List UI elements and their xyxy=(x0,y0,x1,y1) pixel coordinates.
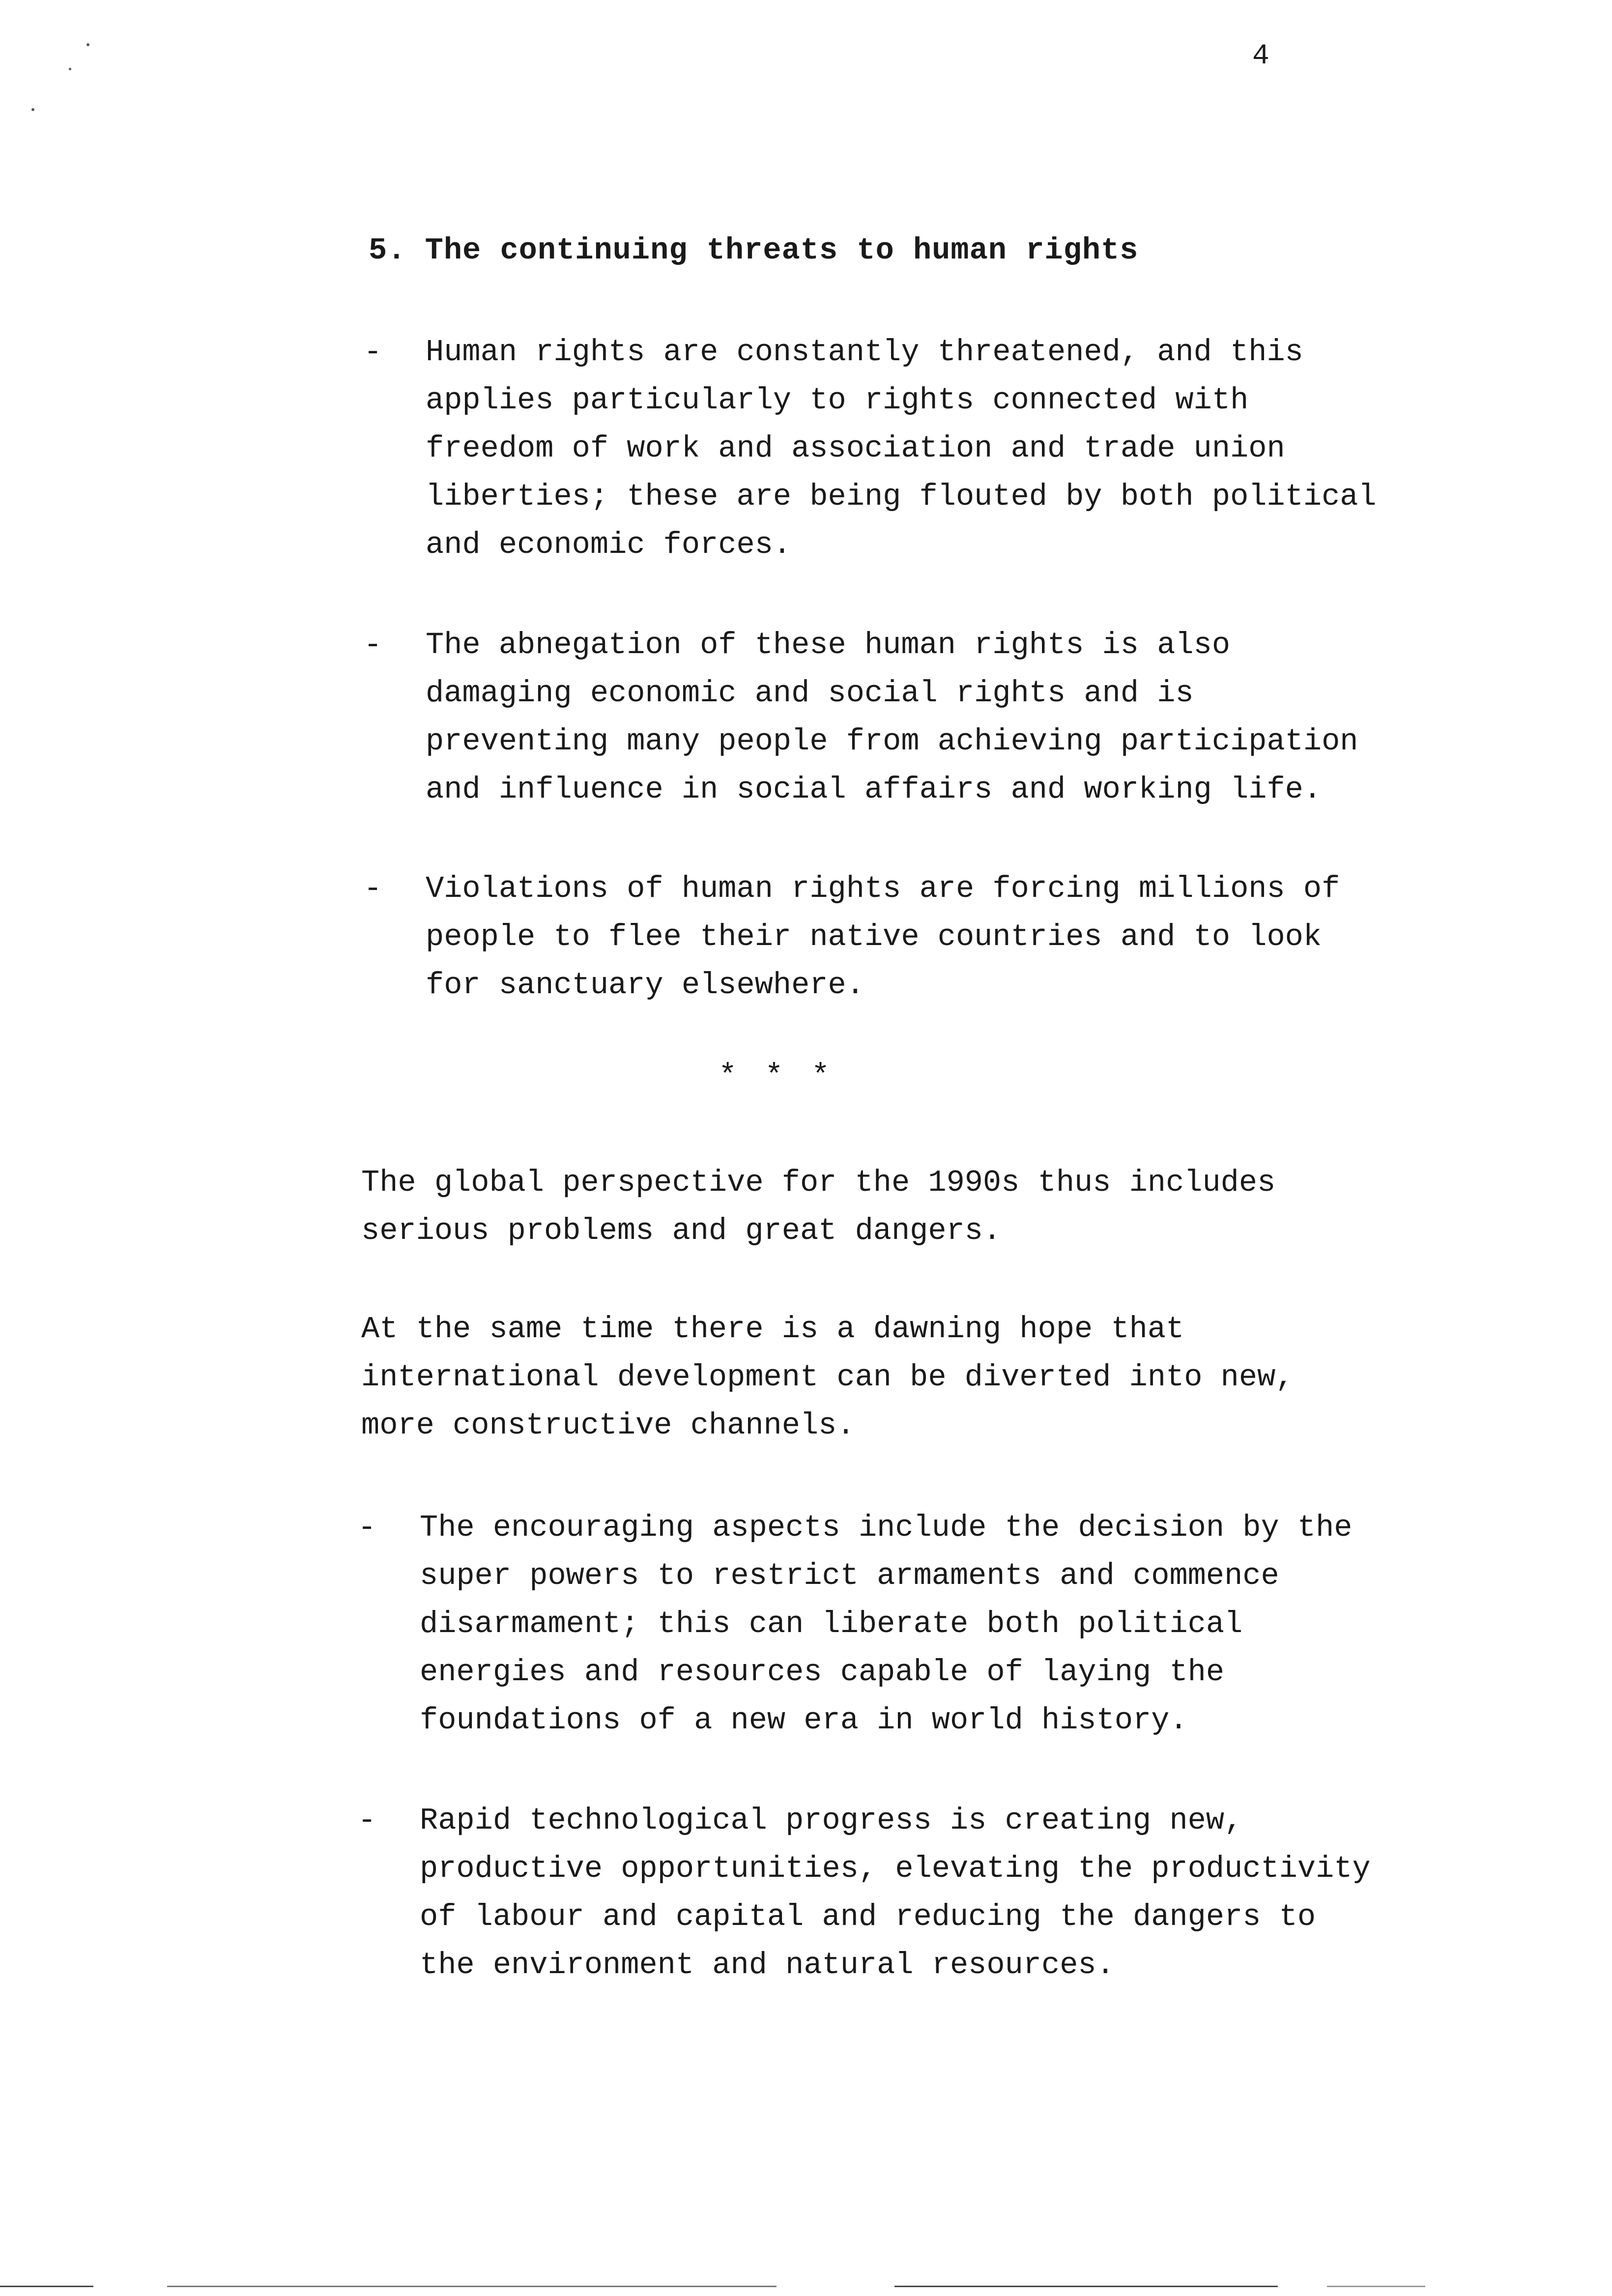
section-heading: 5. The continuing threats to human rights xyxy=(369,233,1139,268)
bullet-line: energies and resources capable of laying the xyxy=(420,1655,1225,1690)
scan-edge-line xyxy=(167,2286,777,2287)
bullet-item xyxy=(364,865,1484,1009)
bullet-line: super powers to restrict armaments and commence xyxy=(420,1558,1279,1593)
bullet-line: Rapid technological progress is creating new, xyxy=(420,1803,1243,1838)
bullet-item xyxy=(364,328,1484,569)
bullet-line: Violations of human rights are forcing millions of xyxy=(426,871,1340,906)
bullet-line: freedom of work and association and trade union xyxy=(426,431,1285,466)
paragraph xyxy=(361,1305,1492,1450)
bullet-line: The encouraging aspects include the decision by the xyxy=(420,1510,1353,1545)
paragraph-line: The global perspective for the 1990s thus includes xyxy=(361,1165,1276,1200)
section-separator: * * * xyxy=(719,1059,835,1093)
scan-edge-line xyxy=(894,2286,1278,2287)
bullet-item xyxy=(364,621,1484,814)
paragraph-line: At the same time there is a dawning hope that xyxy=(361,1312,1184,1347)
bullet-line: disarmament; this can liberate both political xyxy=(420,1607,1243,1641)
paragraph-line: international development can be diverted into new, xyxy=(361,1360,1294,1395)
scan-speck xyxy=(86,43,89,46)
bullet-line: people to flee their native countries and to look xyxy=(426,919,1322,954)
paragraph-line: serious problems and great dangers. xyxy=(361,1213,1002,1248)
scan-speck xyxy=(69,68,71,70)
bullet-dash: - xyxy=(358,1803,376,1838)
bullet-line: applies particularly to rights connected with xyxy=(426,383,1249,418)
bullet-line: and influence in social affairs and working life. xyxy=(426,772,1322,807)
bullet-line: Human rights are constantly threatened, and this xyxy=(426,335,1303,370)
bullet-line: preventing many people from achieving participation xyxy=(426,724,1358,759)
bullet-line: productive opportunities, elevating the productivity xyxy=(420,1851,1371,1886)
bullet-line: foundations of a new era in world history. xyxy=(420,1703,1188,1738)
bullet-line: The abnegation of these human rights is also xyxy=(426,628,1231,662)
bullet-dash: - xyxy=(358,1510,376,1545)
scan-edge-line xyxy=(1327,2286,1425,2287)
bullet-dash: - xyxy=(364,628,382,662)
bullet-line: for sanctuary elsewhere. xyxy=(426,968,864,1003)
bullet-line: the environment and natural resources. xyxy=(420,1948,1115,1982)
bullet-dash: - xyxy=(364,335,382,370)
bullet-item xyxy=(358,1504,1478,1745)
bullet-line: liberties; these are being flouted by both political xyxy=(426,479,1377,514)
page-number: 4 xyxy=(1252,40,1269,72)
bullet-line: damaging economic and social rights and is xyxy=(426,676,1194,711)
bullet-line: and economic forces. xyxy=(426,527,792,562)
paragraph xyxy=(361,1159,1492,1255)
paragraph-line: more constructive channels. xyxy=(361,1408,855,1443)
bullet-line: of labour and capital and reducing the dangers to xyxy=(420,1899,1316,1934)
bullet-dash: - xyxy=(364,871,382,906)
scan-speck xyxy=(31,108,34,111)
scan-edge-line xyxy=(0,2286,93,2287)
bullet-item xyxy=(358,1797,1478,1989)
